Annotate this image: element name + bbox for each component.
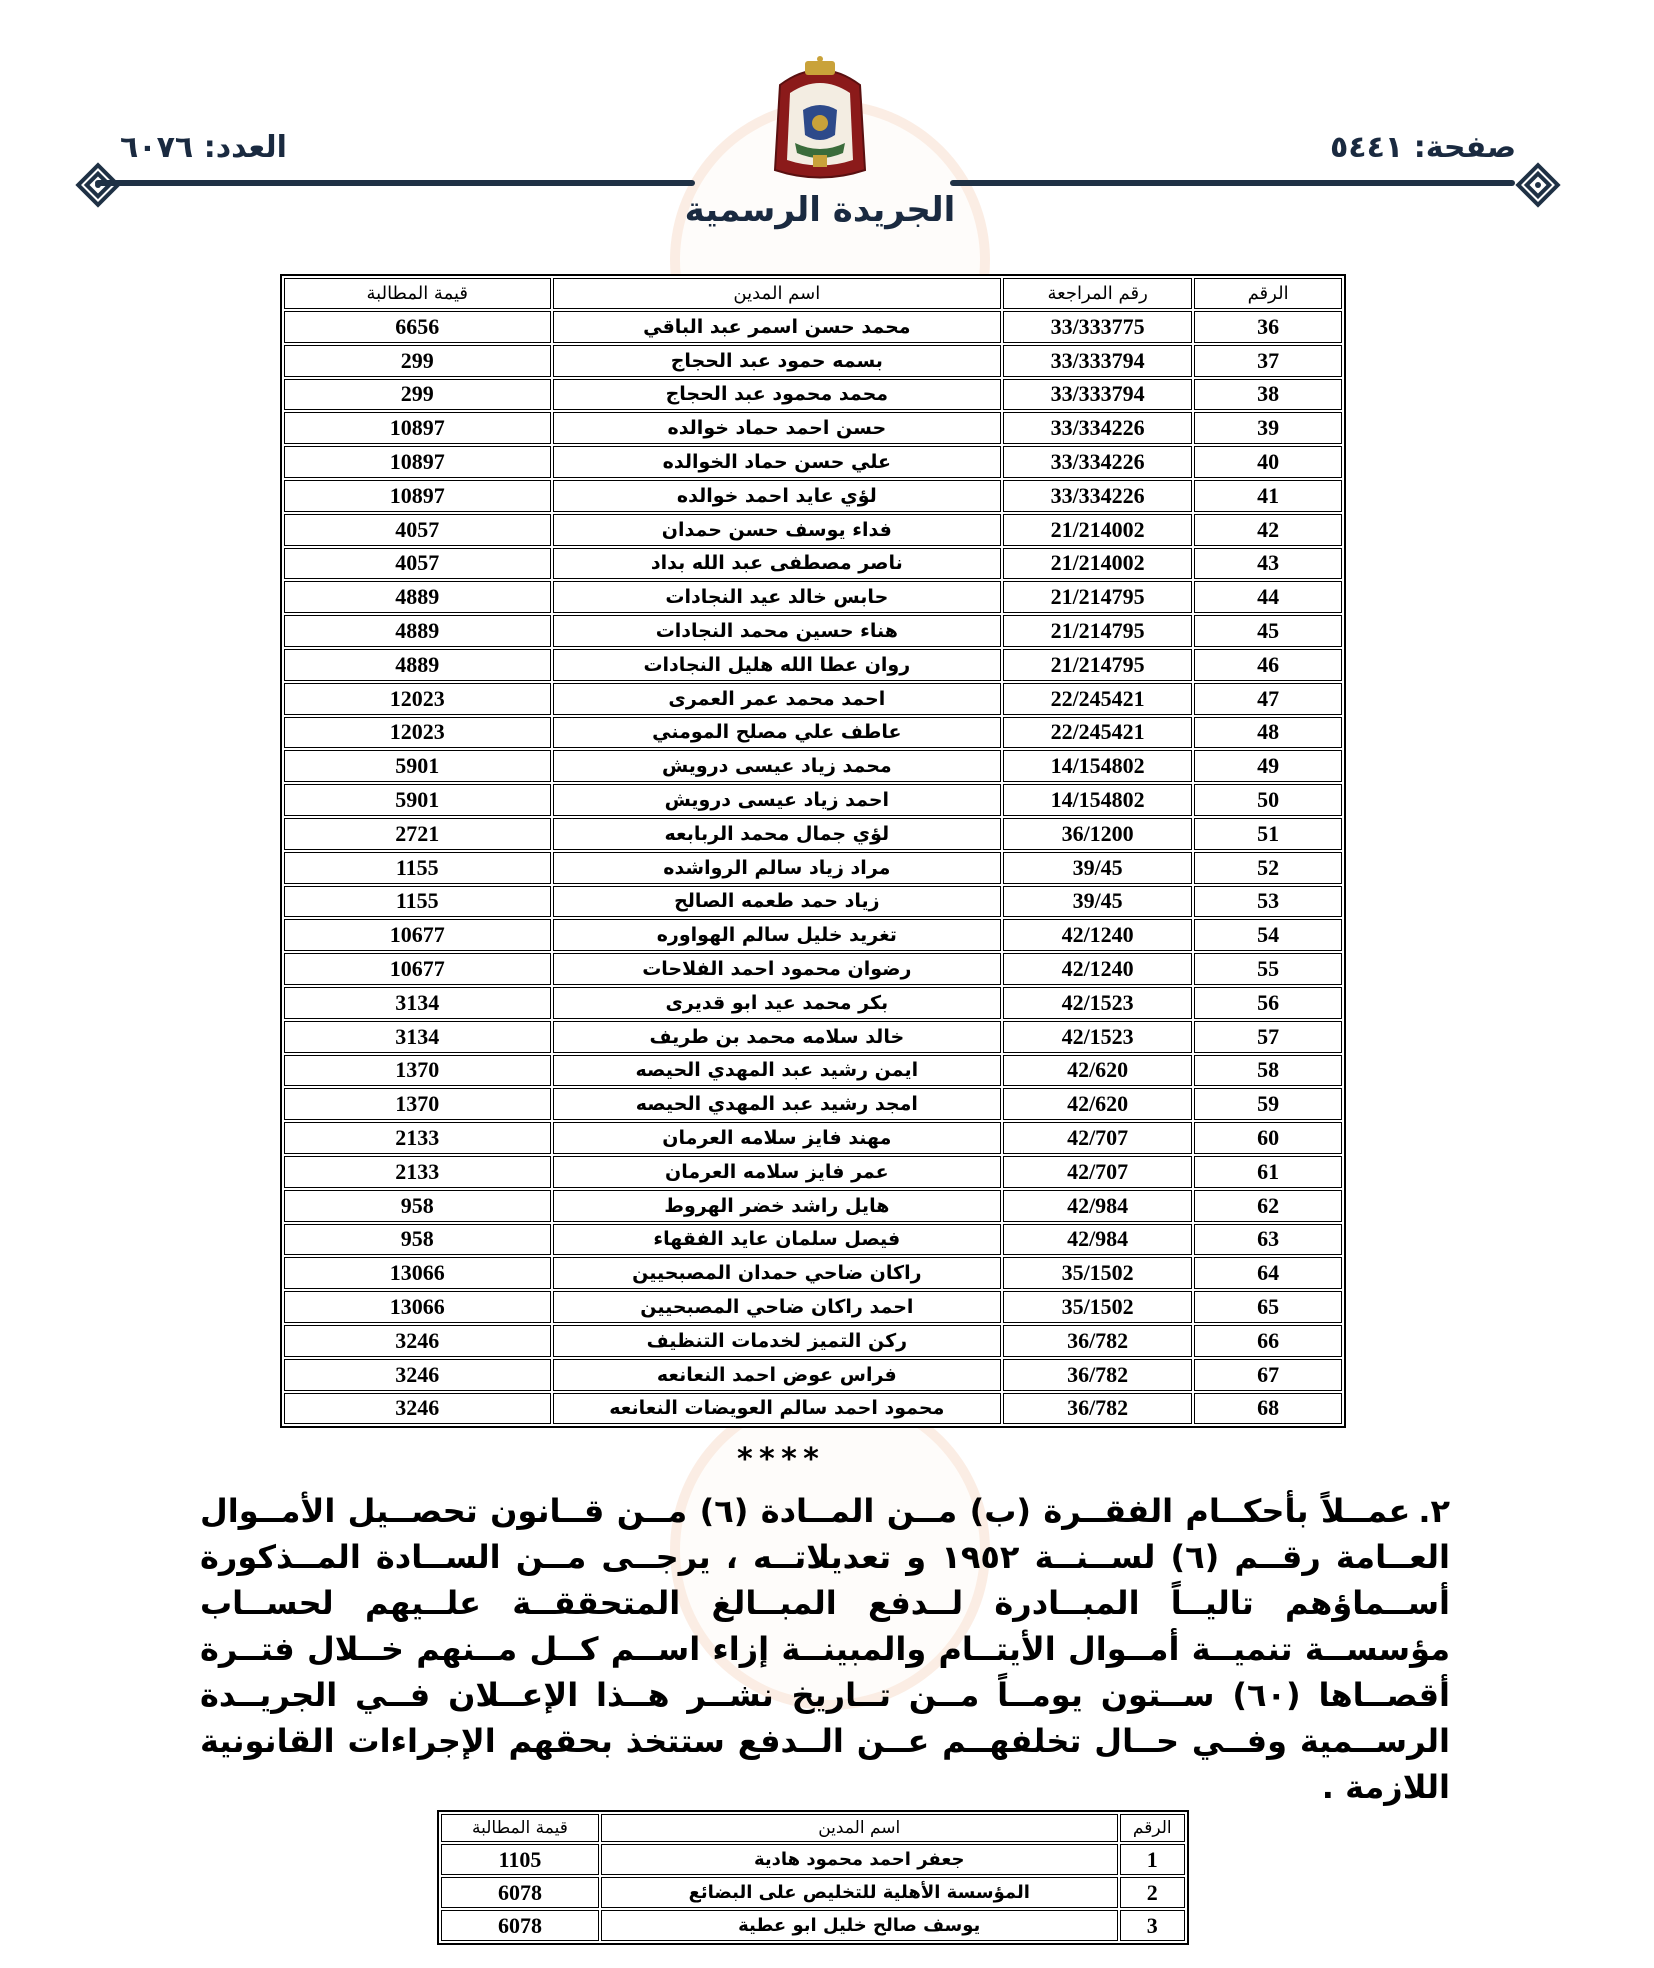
- debtor-name: امجد رشيد عبد المهدي الحيصه: [553, 1088, 1002, 1120]
- debtor-name: زياد حمد طعمه الصالح: [553, 886, 1002, 918]
- row-number: 56: [1194, 987, 1342, 1019]
- row-number: 63: [1194, 1224, 1342, 1256]
- claim-amount: 5901: [284, 784, 551, 816]
- debtor-name: ناصر مصطفى عبد الله بداد: [553, 548, 1002, 580]
- table-row: [441, 1910, 1185, 1941]
- table-row: [284, 1393, 1342, 1425]
- reference-number: 42/620: [1003, 1055, 1192, 1087]
- row-number: 61: [1194, 1156, 1342, 1188]
- row-number: 42: [1194, 514, 1342, 546]
- column-header-debtor-name: اسم المدين: [553, 278, 1002, 309]
- table-row: [284, 717, 1342, 749]
- debtor-name: ايمن رشيد عبد المهدي الحيصه: [553, 1055, 1002, 1087]
- debtor-name: حابس خالد عيد النجادات: [553, 581, 1002, 613]
- header-rule-right: [950, 180, 1515, 186]
- table-row: [284, 919, 1342, 951]
- table-row: [284, 581, 1342, 613]
- reference-number: 42/984: [1003, 1224, 1192, 1256]
- table-body: [284, 311, 1342, 1424]
- claim-amount: 6656: [284, 311, 551, 343]
- table-body: [441, 1844, 1185, 1941]
- debtor-name: مراد زياد سالم الرواشده: [553, 852, 1002, 884]
- table-row: [284, 311, 1342, 343]
- debtor-name: محمود احمد سالم العويضات النعانعه: [553, 1393, 1002, 1425]
- row-number: 67: [1194, 1359, 1342, 1391]
- table-row: [284, 345, 1342, 377]
- table-row: [284, 1224, 1342, 1256]
- row-number: 40: [1194, 446, 1342, 478]
- debtor-name: محمد محمود عبد الحجاج: [553, 379, 1002, 411]
- row-number: 62: [1194, 1190, 1342, 1222]
- reference-number: 14/154802: [1003, 784, 1192, 816]
- claim-amount: 2721: [284, 818, 551, 850]
- column-header-reference: رقم المراجعة: [1003, 278, 1192, 309]
- column-header-claim-amount: قيمة المطالبة: [441, 1814, 599, 1842]
- table-row: [284, 987, 1342, 1019]
- row-number: 3: [1120, 1910, 1185, 1941]
- table-row: [284, 1291, 1342, 1323]
- table-row: [284, 1156, 1342, 1188]
- debtor-name: احمد زياد عيسى درويش: [553, 784, 1002, 816]
- table-row: [284, 379, 1342, 411]
- reference-number: 33/334226: [1003, 446, 1192, 478]
- table-row: [284, 1359, 1342, 1391]
- issue-number: العدد: ٦٠٧٦: [120, 130, 287, 165]
- claim-amount: 1370: [284, 1055, 551, 1087]
- debtor-name: احمد محمد عمر العمرى: [553, 683, 1002, 715]
- row-number: 37: [1194, 345, 1342, 377]
- reference-number: 33/333794: [1003, 379, 1192, 411]
- claim-amount: 3134: [284, 1021, 551, 1053]
- claim-amount: 1155: [284, 852, 551, 884]
- table-row: [284, 446, 1342, 478]
- debtor-name: هناء حسين محمد النجادات: [553, 615, 1002, 647]
- claim-amount: 10897: [284, 412, 551, 444]
- claim-amount: 10677: [284, 919, 551, 951]
- reference-number: 36/782: [1003, 1393, 1192, 1425]
- debtor-name: هايل راشد خضر الهروط: [553, 1190, 1002, 1222]
- debtor-name: روان عطا الله هليل النجادات: [553, 649, 1002, 681]
- claim-amount: 1105: [441, 1844, 599, 1875]
- claim-amount: 6078: [441, 1910, 599, 1941]
- row-number: 59: [1194, 1088, 1342, 1120]
- claim-amount: 10897: [284, 446, 551, 478]
- paragraph-text: عمــلاً بأحكــام الفقــرة (ب) مــن المــادة (٦) مــن قــانون تحصــيل الأمــوال العــامة رقــم (٦) لســنــة ١٩٥٢ و تعديلاتــه ، يرجــى مــن الســادة المــذكورة أســماؤهم تاليــاً المبــادرة لــدفع المبــالغ المتحققــة علــيهم لحســاب مؤسســة تنميــة أمــوال الأيتــام والمبينــة إزاء اســم كــل مــنهم خــلال فتــرة أقصــاها (٦٠) ســتون يومــاً مــن تــاريخ نشــر هــذا الإعــلان فــي الجريــدة الرســمية وفــي حــال تخلفهــم عــن الــدفع ستتخذ بحقهم الإجراءات القانونية اللازمة .: [200, 1492, 1451, 1806]
- row-number: 39: [1194, 412, 1342, 444]
- claim-amount: 3246: [284, 1393, 551, 1425]
- column-header-claim-amount: قيمة المطالبة: [284, 278, 551, 309]
- row-number: 46: [1194, 649, 1342, 681]
- table-row: [284, 852, 1342, 884]
- section-separator: ****: [735, 1442, 825, 1477]
- reference-number: 21/214795: [1003, 615, 1192, 647]
- reference-number: 21/214795: [1003, 649, 1192, 681]
- row-number: 65: [1194, 1291, 1342, 1323]
- claim-amount: 2133: [284, 1122, 551, 1154]
- row-number: 49: [1194, 750, 1342, 782]
- row-number: 1: [1120, 1844, 1185, 1875]
- debtor-name: ركن التميز لخدمات التنظيف: [553, 1325, 1002, 1357]
- row-number: 45: [1194, 615, 1342, 647]
- debtor-name: محمد زياد عيسى درويش: [553, 750, 1002, 782]
- reference-number: 35/1502: [1003, 1291, 1192, 1323]
- claim-amount: 5901: [284, 750, 551, 782]
- table-row: [284, 1257, 1342, 1289]
- claim-amount: 3246: [284, 1359, 551, 1391]
- row-number: 2: [1120, 1877, 1185, 1908]
- debtors-table-2: [437, 1810, 1189, 1945]
- table-row: [284, 615, 1342, 647]
- debtor-name: يوسف صالح خليل ابو عطية: [601, 1910, 1118, 1941]
- coat-of-arms-emblem: [765, 55, 875, 185]
- table-row: [284, 1021, 1342, 1053]
- debtor-name: مهند فايز سلامه العرمان: [553, 1122, 1002, 1154]
- debtor-name: بكر محمد عيد ابو قديرى: [553, 987, 1002, 1019]
- reference-number: 42/1240: [1003, 953, 1192, 985]
- reference-number: 39/45: [1003, 886, 1192, 918]
- row-number: 54: [1194, 919, 1342, 951]
- row-number: 68: [1194, 1393, 1342, 1425]
- table-row: [284, 1122, 1342, 1154]
- reference-number: 42/1523: [1003, 1021, 1192, 1053]
- table-row: [284, 412, 1342, 444]
- ornament-knot-icon: [75, 162, 121, 208]
- claim-amount: 958: [284, 1224, 551, 1256]
- reference-number: 21/214795: [1003, 581, 1192, 613]
- claim-amount: 10677: [284, 953, 551, 985]
- row-number: 38: [1194, 379, 1342, 411]
- claim-amount: 958: [284, 1190, 551, 1222]
- reference-number: 42/1523: [1003, 987, 1192, 1019]
- table-row: [284, 683, 1342, 715]
- claim-amount: 4889: [284, 615, 551, 647]
- reference-number: 42/620: [1003, 1088, 1192, 1120]
- page-number: صفحة: ٥٤٤١: [1330, 130, 1517, 165]
- column-header-number: الرقم: [1120, 1814, 1185, 1842]
- debtor-name: حسن احمد حماد خوالده: [553, 412, 1002, 444]
- debtor-name: لؤي جمال محمد الربابعه: [553, 818, 1002, 850]
- claim-amount: 13066: [284, 1257, 551, 1289]
- claim-amount: 12023: [284, 683, 551, 715]
- table-row: [284, 1055, 1342, 1087]
- column-header-debtor-name: اسم المدين: [601, 1814, 1118, 1842]
- debtor-name: علي حسن حماد الخوالده: [553, 446, 1002, 478]
- table-row: [441, 1844, 1185, 1875]
- table-row: [284, 886, 1342, 918]
- row-number: 50: [1194, 784, 1342, 816]
- row-number: 44: [1194, 581, 1342, 613]
- reference-number: 33/333775: [1003, 311, 1192, 343]
- debtor-name: فراس عوض احمد النعانعه: [553, 1359, 1002, 1391]
- debtor-name: خالد سلامه محمد بن طريف: [553, 1021, 1002, 1053]
- reference-number: 42/707: [1003, 1156, 1192, 1188]
- claim-amount: 12023: [284, 717, 551, 749]
- debtor-name: تغريد خليل سالم الهواوره: [553, 919, 1002, 951]
- table-row: [284, 514, 1342, 546]
- claim-amount: 299: [284, 345, 551, 377]
- debtor-name: عمر فايز سلامه العرمان: [553, 1156, 1002, 1188]
- reference-number: 36/782: [1003, 1325, 1192, 1357]
- table-row: [284, 548, 1342, 580]
- row-number: 47: [1194, 683, 1342, 715]
- gazette-title: الجريدة الرسمية: [684, 190, 956, 230]
- reference-number: 33/334226: [1003, 480, 1192, 512]
- debtor-name: فيصل سلمان عايد الفقهاء: [553, 1224, 1002, 1256]
- table-header-row: [441, 1814, 1185, 1842]
- row-number: 52: [1194, 852, 1342, 884]
- claim-amount: 3246: [284, 1325, 551, 1357]
- row-number: 36: [1194, 311, 1342, 343]
- claim-amount: 2133: [284, 1156, 551, 1188]
- debtor-name: جعفر احمد محمود هادية: [601, 1844, 1118, 1875]
- reference-number: 21/214002: [1003, 548, 1192, 580]
- debtor-name: بسمه حمود عبد الحجاج: [553, 345, 1002, 377]
- table-row: [284, 1088, 1342, 1120]
- reference-number: 21/214002: [1003, 514, 1192, 546]
- table-row: [284, 480, 1342, 512]
- debtor-name: راكان ضاحي حمدان المصبحيين: [553, 1257, 1002, 1289]
- row-number: 57: [1194, 1021, 1342, 1053]
- table-row: [284, 818, 1342, 850]
- claim-amount: 6078: [441, 1877, 599, 1908]
- debtor-name: رضوان محمود احمد الفلاحات: [553, 953, 1002, 985]
- reference-number: 39/45: [1003, 852, 1192, 884]
- row-number: 43: [1194, 548, 1342, 580]
- claim-amount: 4889: [284, 581, 551, 613]
- reference-number: 35/1502: [1003, 1257, 1192, 1289]
- header-rule-left: [95, 180, 695, 186]
- table-row: [284, 1190, 1342, 1222]
- table-row: [284, 1325, 1342, 1357]
- row-number: 64: [1194, 1257, 1342, 1289]
- table-header-row: [284, 278, 1342, 309]
- row-number: 41: [1194, 480, 1342, 512]
- claim-amount: 13066: [284, 1291, 551, 1323]
- claim-amount: 4057: [284, 514, 551, 546]
- announcement-paragraph: [200, 1488, 1450, 1810]
- reference-number: 42/1240: [1003, 919, 1192, 951]
- debtor-name: محمد حسن اسمر عبد الباقي: [553, 311, 1002, 343]
- row-number: 51: [1194, 818, 1342, 850]
- table-row: [284, 953, 1342, 985]
- debtors-table-1: [280, 274, 1346, 1428]
- table-row: [441, 1877, 1185, 1908]
- reference-number: 33/333794: [1003, 345, 1192, 377]
- claim-amount: 4889: [284, 649, 551, 681]
- debtor-name: احمد راكان ضاحي المصبحيين: [553, 1291, 1002, 1323]
- claim-amount: 1370: [284, 1088, 551, 1120]
- debtor-name: عاطف علي مصلح المومني: [553, 717, 1002, 749]
- debtor-name: فداء يوسف حسن حمدان: [553, 514, 1002, 546]
- column-header-number: الرقم: [1194, 278, 1342, 309]
- paragraph-number: ٢.: [1418, 1492, 1451, 1530]
- reference-number: 36/782: [1003, 1359, 1192, 1391]
- ornament-knot-icon: [1515, 162, 1561, 208]
- table-row: [284, 750, 1342, 782]
- reference-number: 22/245421: [1003, 683, 1192, 715]
- claim-amount: 1155: [284, 886, 551, 918]
- reference-number: 36/1200: [1003, 818, 1192, 850]
- debtor-name: لؤي عايد احمد خوالده: [553, 480, 1002, 512]
- claim-amount: 4057: [284, 548, 551, 580]
- row-number: 53: [1194, 886, 1342, 918]
- table-row: [284, 649, 1342, 681]
- claim-amount: 299: [284, 379, 551, 411]
- reference-number: 14/154802: [1003, 750, 1192, 782]
- table-row: [284, 784, 1342, 816]
- row-number: 58: [1194, 1055, 1342, 1087]
- debtor-name: المؤسسة الأهلية للتخليص على البضائع: [601, 1877, 1118, 1908]
- row-number: 60: [1194, 1122, 1342, 1154]
- claim-amount: 10897: [284, 480, 551, 512]
- reference-number: 22/245421: [1003, 717, 1192, 749]
- claim-amount: 3134: [284, 987, 551, 1019]
- row-number: 48: [1194, 717, 1342, 749]
- reference-number: 42/707: [1003, 1122, 1192, 1154]
- row-number: 66: [1194, 1325, 1342, 1357]
- reference-number: 42/984: [1003, 1190, 1192, 1222]
- reference-number: 33/334226: [1003, 412, 1192, 444]
- row-number: 55: [1194, 953, 1342, 985]
